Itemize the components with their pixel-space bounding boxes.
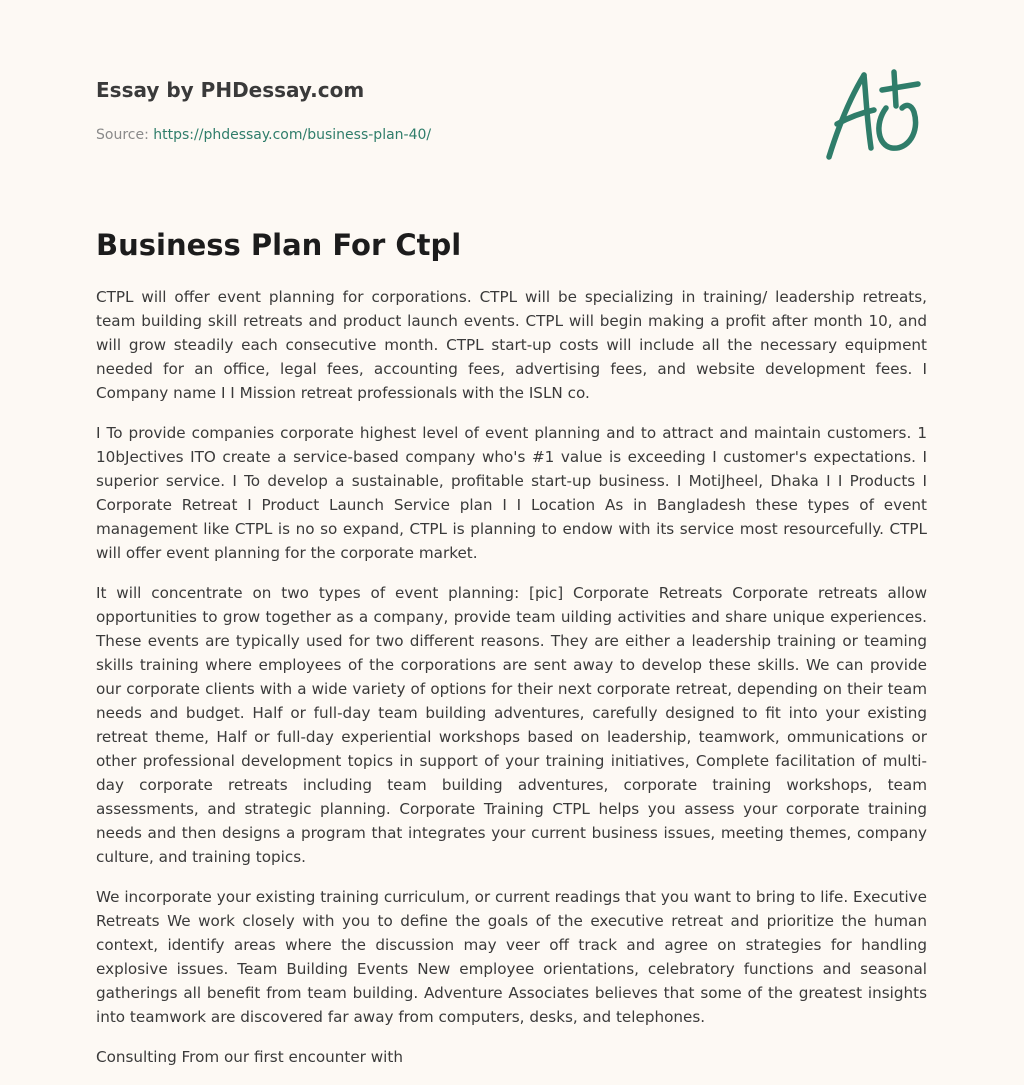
site-title: Essay by PHDessay.com (96, 78, 365, 102)
article-paragraph: Consulting From our first encounter with (96, 1048, 403, 1066)
article-title: Business Plan For Ctpl (96, 228, 462, 262)
source-link[interactable]: https://phdessay.com/business-plan-40/ (153, 127, 432, 143)
article-paragraph: We incorporate your existing training curriculum, or current readings that you want to bring to life. Executive Retreats We work closely with you to define the goals of the executive retreat and prioritize the human context, identify areas where the discussion may veer off track and agree on strategies for handling explosive issues. Team Building Events New employee orientations, celebratory functions and seasonal gatherings all benefit from team building. Adventure Associates believes that some of the greatest insights into teamwork are discovered far away from computers, desks, and telephones. (96, 888, 927, 1026)
source-line (96, 126, 796, 144)
article-body (96, 285, 927, 1085)
article-paragraph: I To provide companies corporate highest level of event planning and to attract and maintain customers. 1 10bJectives ITO create a service-based company who's #1 value is exceeding I customer's expectations. I superior service. I To develop a sustainable, profitable start-up business. I MotiJheel, Dhaka I I Products I Corporate Retreat I Product Launch Service plan I I Location As in Bangladesh these types of event management like CTPL is no so expand, CTPL is planning to endow with its service most resourcefully. CTPL will offer event planning for the corporate market. (96, 424, 927, 562)
article-paragraph: It will concentrate on two types of event planning: [pic] Corporate Retreats Corporate retreats allow opportunities to grow together as a company, provide team uilding activities and share unique experiences. These events are typically used for two different reasons. They are either a leadership training or teaming skills training where employees of the corporations are sent away to develop these skills. We can provide our corporate clients with a wide variety of options for their next corporate retreat, depending on their team needs and budget. Half or full-day team building adventures, carefully designed to fit into your existing retreat theme, Half or full-day experiential workshops based on leadership, teamwork, ommunications or other professional development topics in support of your training initiatives, Complete facilitation of multi-day corporate retreats including team building adventures, corporate training workshops, team assessments, and strategic planning. Corporate Training CTPL helps you assess your corporate training needs and then designs a program that integrates your current business issues, meeting themes, company culture, and training topics. (96, 584, 927, 866)
page-header (96, 76, 796, 144)
article-paragraph: CTPL will offer event planning for corporations. CTPL will be specializing in training/ leadership retreats, team building skill retreats and product launch events. CTPL will begin making a profit after month 10, and will grow steadily each consecutive month. CTPL start-up costs will include all the necessary equipment needed for an office, legal fees, accounting fees, advertising fees, and website development fees. I Company name I I Mission retreat professionals with the ISLN co. (96, 288, 927, 402)
source-label: Source: (96, 127, 154, 143)
a-plus-icon (822, 66, 928, 166)
